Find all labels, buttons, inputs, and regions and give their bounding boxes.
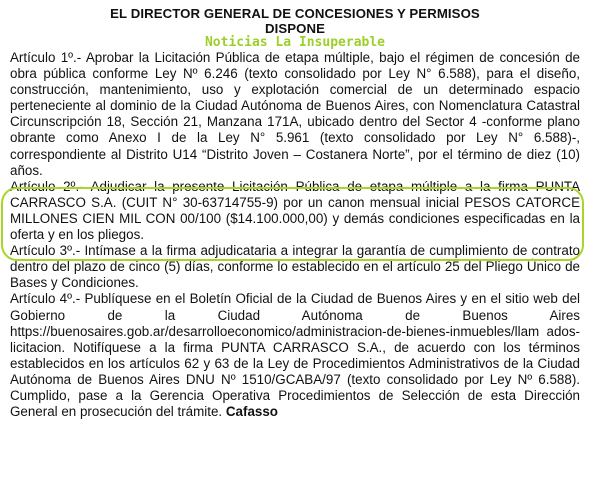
watermark-text: Noticias La Insuperable bbox=[204, 35, 385, 50]
article-2: Artículo 2º.- Adjudicar la presente Licitación Pública de etapa múltiple a la firma PUNTA CARRASCO S.A. (CUIT N° 30-63714755-9) por un canon mensual inicial PESOS CATORCE MILLONES CIEN MIL CON 00/100 ($14.100.000,00) y demás condiciones especificadas en la oferta y en los pliegos. bbox=[10, 178, 580, 243]
document-title bbox=[10, 6, 580, 36]
article-1: Artículo 1º.- Aprobar la Licitación Pública de etapa múltiple, bajo el régimen de concesión de obra pública conforme Ley Nº 6.246 (texto consolidado por Ley N° 6.588), para el diseño, construcción, mantenimiento, uso y explotación comercial de un determinado espacio perteneciente al dominio de la Ciudad Autónoma de Buenos Aires, con Nomenclatura Catastral Circunscripción 18, Sección 21, Manzana 171A, ubicado dentro del Sector 4 -conforme plano obrante como Anexo I de la Ley N° 5.961 (texto consolidado por Ley N° 6.588)-, correspondiente al Distrito U14 “Distrito Joven – Costanera Norte”, por el término de diez (10) años. bbox=[10, 50, 580, 178]
title-line-2: DISPONE bbox=[264, 21, 326, 36]
article-4-text: Artículo 4º.- Publíquese en el Boletín Oficial de la Ciudad de Buenos Aires y en el sitio web del Gobierno de la Ciudad Autónoma de Buenos Aires https://buenosaires.gob.ar/desarrolloeconomico/administracion-de-bienes-inmuebles/llam ados-licitacion. Notifíquese a la firma PUNTA CARRASCO S.A., de acuerdo con los términos establecidos en los artículos 62 y 63 de la Ley de Procedimientos Administrativos de la Ciudad Autónoma de Buenos Aires DNU Nº 1510/GCABA/97 (texto consolidado por Ley Nº 6.588). Cumplido, pase a la Gerencia Operativa Procedimientos de Selección de esta Dirección General en prosecución del trámite. bbox=[10, 291, 580, 420]
document-page bbox=[10, 6, 580, 420]
signature: Cafasso bbox=[225, 404, 278, 420]
article-3: Artículo 3º.- Intímase a la firma adjudicataria a integrar la garantía de cumplimiento de contrato dentro del plazo de cinco (5) días, conforme lo establecido en el artículo 25 del Pliego Único de Bases y Condiciones. bbox=[10, 243, 580, 291]
title-line-1: EL DIRECTOR GENERAL DE CONCESIONES Y PERMISOS bbox=[110, 6, 480, 21]
article-4 bbox=[10, 291, 580, 420]
